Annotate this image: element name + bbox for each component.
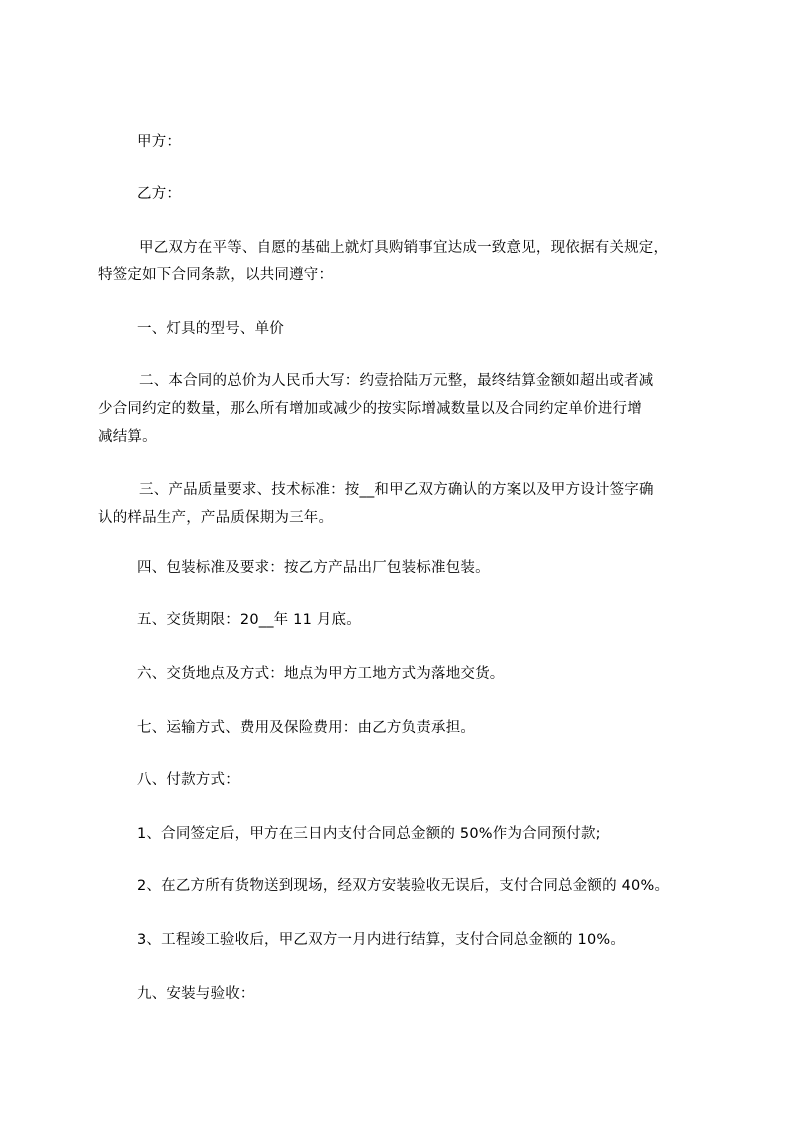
clause-6 — [0, 663, 793, 685]
clause-2-line-1: 二、本合同的总价为人民币大写：约壹拾陆万元整，最终结算金额如超出或者减 — [139, 373, 654, 389]
party-b-line — [0, 183, 793, 205]
clause-2-line-2: 少合同约定的数量，那么所有增加或减少的按实际增减数量以及合同约定单价进行增 — [98, 401, 642, 417]
payment-item-2 — [0, 875, 793, 897]
clause-8-text: 八、付款方式： — [137, 772, 240, 788]
party-a-label: 甲方： — [137, 134, 182, 150]
party-b-label: 乙方： — [137, 186, 182, 202]
payment-item-3-text: 3、工程竣工验收后，甲乙双方一月内进行结算，支付合同总金额的 10%。 — [137, 932, 626, 948]
clause-4 — [0, 557, 793, 579]
clause-3-line-1: 三、产品质量要求、技术标准：按__和甲乙双方确认的方案以及甲方设计签字确 — [139, 482, 654, 498]
intro-paragraph — [0, 237, 793, 286]
clause-8 — [0, 769, 793, 791]
clause-1-text: 一、灯具的型号、单价 — [137, 321, 284, 337]
clause-5 — [0, 609, 793, 631]
party-a-line — [0, 131, 793, 153]
clause-5-text: 五、交货期限：20__年 11 月底。 — [137, 612, 361, 628]
clause-3-line-2: 认的样品生产，产品质保期为三年。 — [98, 510, 334, 526]
intro-line-1: 甲乙双方在平等、自愿的基础上就灯具购销事宜达成一致意见，现依据有关规定， — [139, 240, 669, 256]
clause-9-text: 九、安装与验收： — [137, 986, 255, 1002]
clause-4-text: 四、包装标准及要求：按乙方产品出厂包装标准包装。 — [137, 560, 490, 576]
clause-1 — [0, 318, 793, 340]
clause-6-text: 六、交货地点及方式：地点为甲方工地方式为落地交货。 — [137, 666, 505, 682]
intro-line-2: 特签定如下合同条款，以共同遵守： — [98, 267, 334, 283]
payment-item-1 — [0, 823, 793, 845]
clause-2-line-3: 减结算。 — [98, 429, 157, 445]
payment-item-1-text: 1、合同签定后，甲方在三日内支付合同总金额的 50%作为合同预付款; — [137, 826, 601, 842]
clause-7-text: 七、运输方式、费用及保险费用：由乙方负责承担。 — [137, 720, 476, 736]
clause-9 — [0, 983, 793, 1005]
payment-item-3 — [0, 929, 793, 951]
clause-3 — [0, 479, 793, 529]
payment-item-2-text: 2、在乙方所有货物送到现场，经双方安装验收无误后，支付合同总金额的 40%。 — [137, 878, 670, 894]
clause-2 — [0, 370, 793, 448]
clause-7 — [0, 717, 793, 739]
